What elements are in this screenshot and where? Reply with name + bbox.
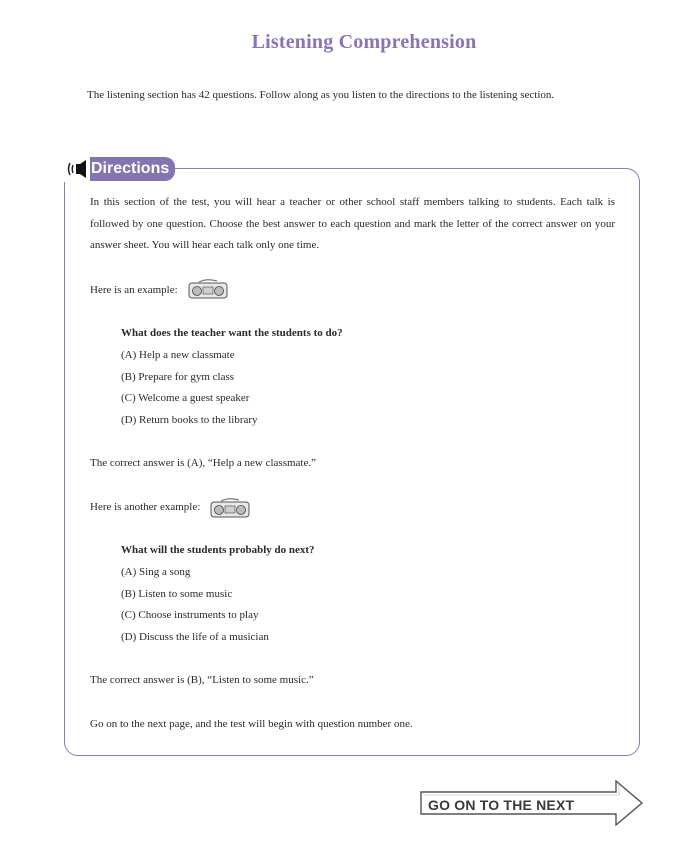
example1-intro: Here is an example: bbox=[90, 284, 178, 296]
directions-paragraph: In this section of the test, you will hear a teacher or other school staff members talking to students. Each talk is followed by one question. Choose the best answer to each question and mark the letter of the correct answer on your answer sheet. You will hear each talk only one time. bbox=[90, 196, 615, 251]
closing-text: Go on to the next page, and the test will begin with question number one. bbox=[90, 718, 413, 730]
directions-label: Directions bbox=[87, 157, 175, 181]
go-on-label[interactable]: GO ON TO THE NEXT bbox=[428, 797, 575, 813]
example2-option-d: (D) Discuss the life of a musician bbox=[121, 631, 269, 643]
example2-option-b: (B) Listen to some music bbox=[121, 588, 233, 600]
example1-option-a: (A) Help a new classmate bbox=[121, 349, 235, 361]
intro-text: The listening section has 42 questions. Follow along as you listen to the directions to the listening section. bbox=[87, 89, 555, 101]
example1-answer: The correct answer is (A), “Help a new classmate.” bbox=[90, 457, 317, 469]
example1-option-d: (D) Return books to the library bbox=[121, 414, 258, 426]
example1-question: What does the teacher want the students to do? bbox=[121, 327, 343, 339]
speaker-icon bbox=[64, 156, 90, 182]
cassette-player-icon bbox=[187, 278, 229, 305]
example2-intro: Here is another example: bbox=[90, 501, 201, 513]
example2-answer: The correct answer is (B), “Listen to some music.” bbox=[90, 674, 314, 686]
example1-option-c: (C) Welcome a guest speaker bbox=[121, 392, 250, 404]
example2-option-c: (C) Choose instruments to play bbox=[121, 609, 259, 621]
page-title: Listening Comprehension bbox=[251, 31, 477, 53]
example2-question: What will the students probably do next? bbox=[121, 544, 315, 556]
example2-option-a: (A) Sing a song bbox=[121, 566, 191, 578]
example1-option-b: (B) Prepare for gym class bbox=[121, 371, 235, 383]
directions-header bbox=[64, 156, 175, 182]
cassette-player-icon bbox=[209, 497, 251, 524]
